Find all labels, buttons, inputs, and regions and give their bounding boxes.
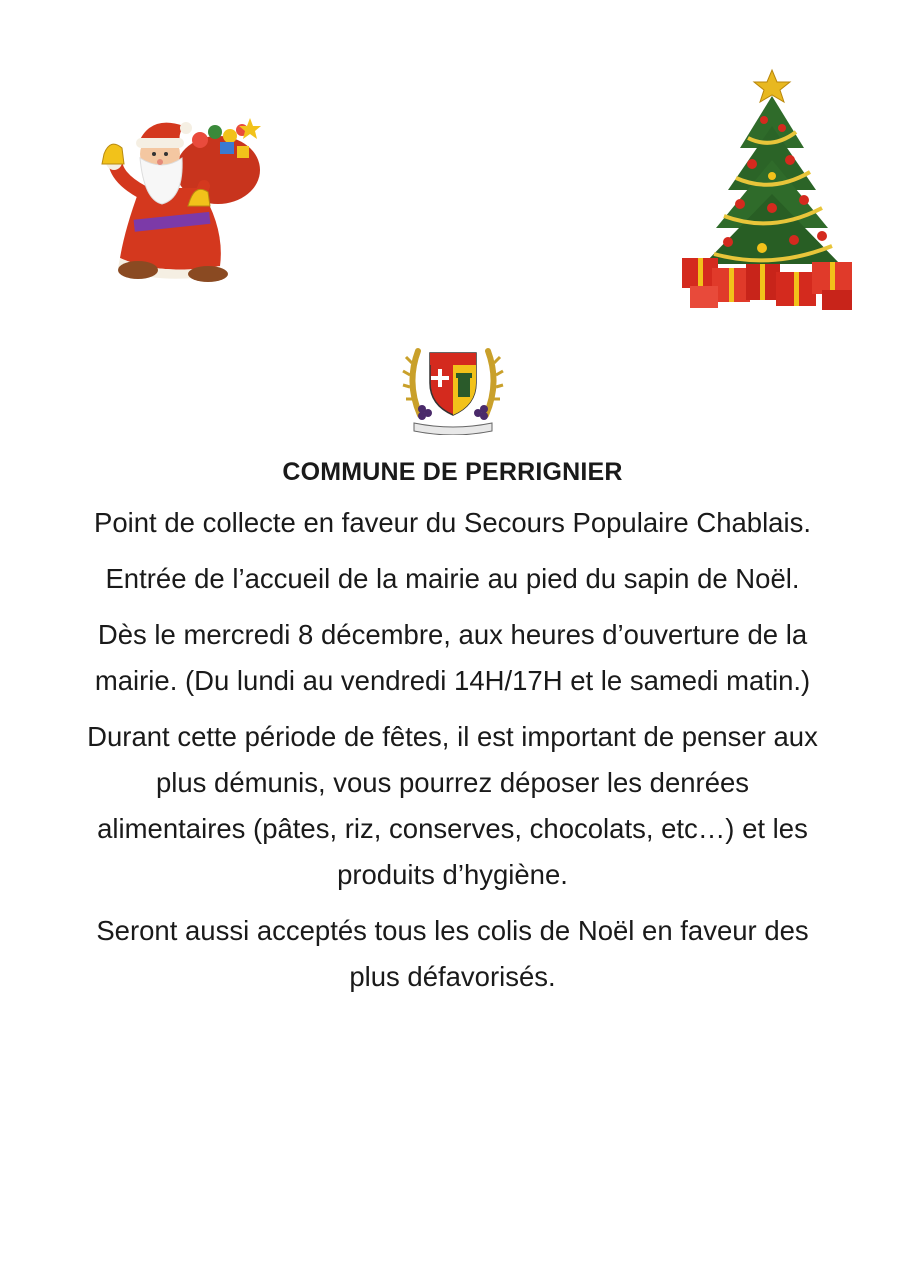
coat-of-arms-emblem bbox=[400, 343, 506, 435]
paragraph-gift-parcels: Seront aussi acceptés tous les colis de Noël en faveur des plus défavorisés. bbox=[96, 915, 809, 992]
announcement-text bbox=[80, 452, 825, 1010]
paragraph-location: Entrée de l’accueil de la mairie au pied du sapin de Noël. bbox=[105, 563, 800, 594]
paragraph-donations: Durant cette période de fêtes, il est important de penser aux plus démunis, vous pourrez déposer les denrées alimentaires (pâtes, riz, conserves, chocolats, etc…) et les produits d’hygiène. bbox=[87, 721, 818, 890]
paragraph-collection-point: Point de collecte en faveur du Secours Populaire Chablais. bbox=[94, 507, 811, 538]
paragraph-schedule: Dès le mercredi 8 décembre, aux heures d’ouverture de la mairie. (Du lundi au vendredi 14H/17H et le samedi matin.) bbox=[94, 619, 811, 696]
christmas-tree-illustration bbox=[672, 68, 867, 313]
santa-claus-illustration bbox=[100, 108, 265, 283]
page-title: COMMUNE DE PERRIGNIER bbox=[282, 458, 623, 486]
